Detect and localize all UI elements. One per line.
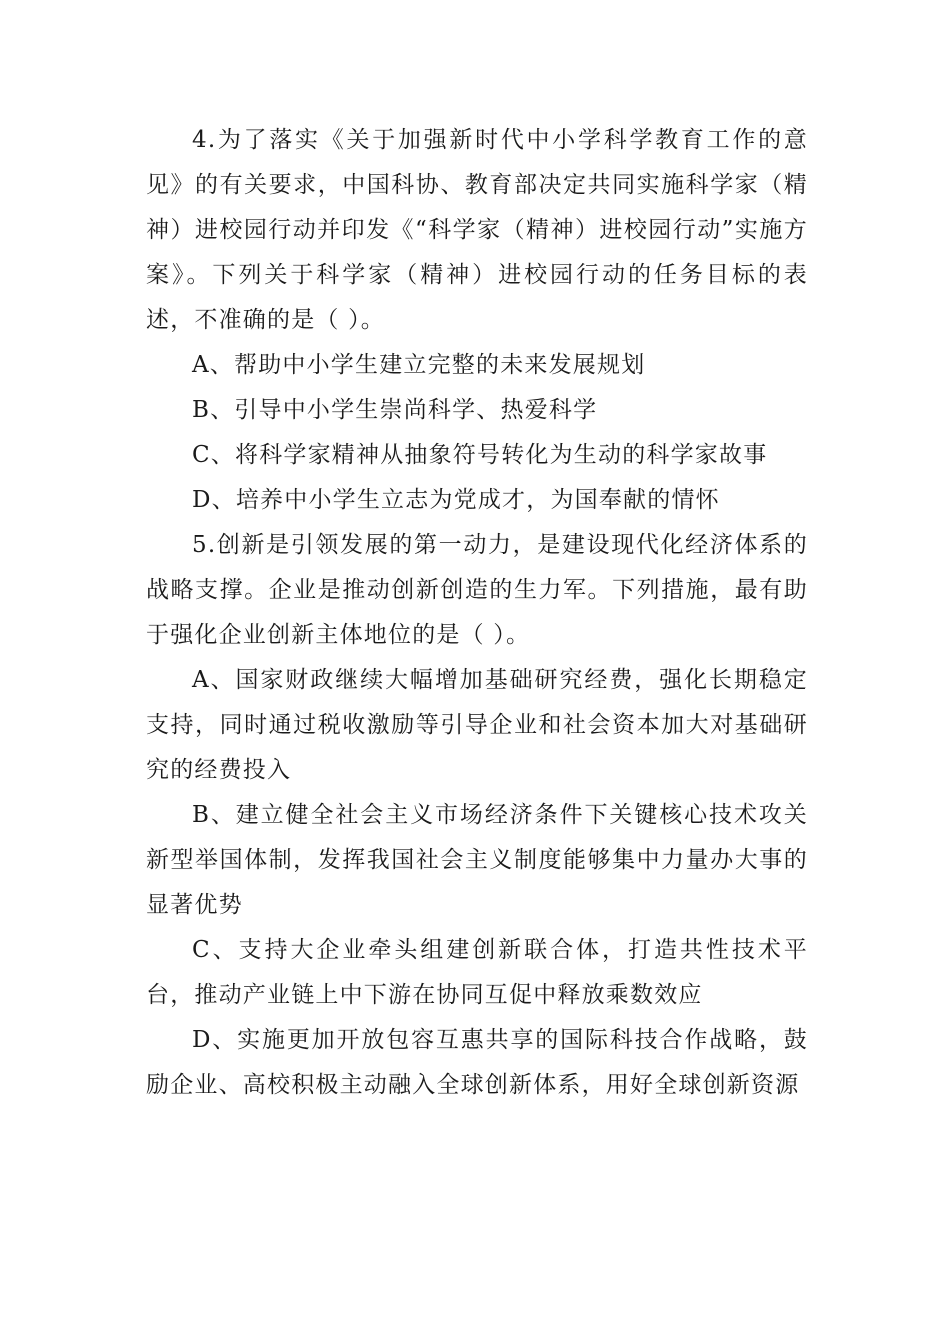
document-body <box>146 118 808 1108</box>
question-4-option-b: B、引导中小学生崇尚科学、热爱科学 <box>192 397 598 423</box>
question-4-stem: 4.为了落实《关于加强新时代中小学科学教育工作的意见》的有关要求，中国科协、教育部决定共同实施科学家（精神）进校园行动并印发《“科学家（精神）进校园行动”实施方案》。下列关于科学家（精神）进校园行动的任务目标的表述，不准确的是（ ）。 <box>146 127 808 333</box>
question-5-option-d: D、实施更加开放包容互惠共享的国际科技合作战略，鼓励企业、高校积极主动融入全球创新体系，用好全球创新资源 <box>146 1027 808 1098</box>
question-5-stem: 5.创新是引领发展的第一动力，是建设现代化经济体系的战略支撑。企业是推动创新创造的生力军。下列措施，最有助于强化企业创新主体地位的是（ ）。 <box>146 532 808 648</box>
question-4-option-a: A、帮助中小学生建立完整的未来发展规划 <box>192 352 646 378</box>
question-5-option-b: B、建立健全社会主义市场经济条件下关键核心技术攻关新型举国体制，发挥我国社会主义制度能够集中力量办大事的显著优势 <box>146 802 808 918</box>
question-4-option-c: C、将科学家精神从抽象符号转化为生动的科学家故事 <box>192 442 768 468</box>
question-5-option-c: C、支持大企业牵头组建创新联合体，打造共性技术平台，推动产业链上中下游在协同互促中释放乘数效应 <box>146 937 808 1008</box>
question-5-option-a: A、国家财政继续大幅增加基础研究经费，强化长期稳定支持，同时通过税收激励等引导企业和社会资本加大对基础研究的经费投入 <box>146 667 808 783</box>
question-4-option-d: D、培养中小学生立志为党成才，为国奉献的情怀 <box>192 487 720 513</box>
